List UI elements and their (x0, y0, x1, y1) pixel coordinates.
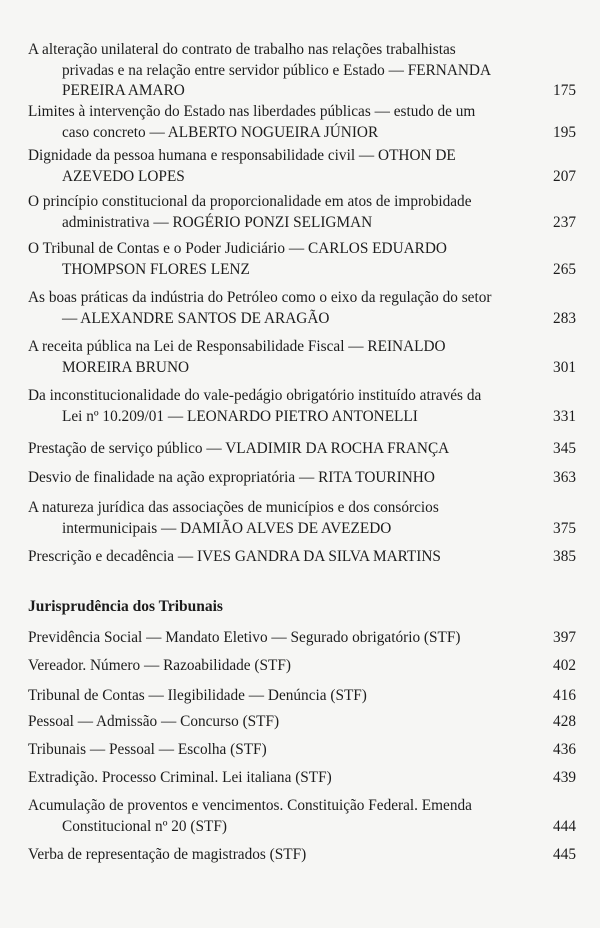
page-number: 237 (553, 213, 576, 231)
toc-entry (28, 740, 576, 761)
entry-title-line: A alteração unilateral do contrato de trabalho nas relações trabalhistas (28, 41, 456, 58)
entry-title-line: Constitucional nº 20 (STF) (62, 817, 227, 835)
page-number: 402 (553, 657, 576, 674)
page-number: 175 (553, 82, 576, 99)
page-number: 445 (553, 846, 576, 863)
entry-title-line: Desvio de finalidade na ação expropriatória — RITA TOURINHO (28, 469, 435, 486)
entry-title-line: A natureza jurídica das associações de municípios e dos consórcios (28, 499, 439, 516)
toc-entry (28, 337, 576, 378)
entry-title-line: O princípio constitucional da proporcionalidade em atos de improbidade (28, 193, 472, 210)
section-heading: Jurisprudência dos Tribunais (28, 598, 223, 615)
entry-title-line: intermunicipais — DAMIÃO ALVES DE AVEZEDO (62, 519, 392, 537)
toc-entry (28, 547, 576, 568)
page-number: 195 (553, 123, 576, 141)
toc-entry (28, 845, 576, 866)
entry-title-line: As boas práticas da indústria do Petróleo como o eixo da regulação do setor (28, 289, 492, 306)
page-number: 283 (553, 309, 576, 327)
entry-title-line: Extradição. Processo Criminal. Lei italiana (STF) (28, 769, 332, 786)
page-number: 345 (553, 440, 576, 457)
entry-title-line: THOMPSON FLORES LENZ (62, 260, 250, 278)
page-number: 428 (553, 713, 576, 730)
toc-entry (28, 796, 576, 837)
toc-entry (28, 686, 576, 707)
page-number: 385 (553, 548, 576, 565)
page-number: 439 (553, 769, 576, 786)
entry-title-line: O Tribunal de Contas e o Poder Judiciário — CARLOS EDUARDO (28, 240, 447, 257)
entry-title-line: administrativa — ROGÉRIO PONZI SELIGMAN (62, 213, 373, 231)
toc-entry (28, 386, 576, 427)
entry-title-line: A receita pública na Lei de Responsabilidade Fiscal — REINALDO (28, 338, 446, 355)
entry-title-line: Prescrição e decadência — IVES GANDRA DA SILVA MARTINS (28, 548, 441, 565)
toc-entry (28, 192, 576, 233)
page-number: 301 (553, 358, 576, 376)
toc-entry (28, 498, 576, 539)
page-number: 265 (553, 260, 576, 278)
toc-entry (28, 768, 576, 789)
entry-title-line: Acumulação de proventos e vencimentos. Constituição Federal. Emenda (28, 797, 472, 814)
entry-title-line: Da inconstitucionalidade do vale-pedágio obrigatório instituído através da (28, 387, 482, 404)
toc-entry (28, 239, 576, 280)
toc-entry (28, 656, 576, 677)
toc-entry (28, 288, 576, 329)
page-number: 416 (553, 687, 576, 704)
page-number: 375 (553, 519, 576, 537)
entry-title-line: caso concreto — ALBERTO NOGUEIRA JÚNIOR (62, 123, 379, 141)
entry-title-line: Lei nº 10.209/01 — LEONARDO PIETRO ANTONELLI (62, 407, 418, 425)
toc-entry (28, 146, 576, 187)
entry-title-line: Prestação de serviço público — VLADIMIR DA ROCHA FRANÇA (28, 440, 450, 457)
page-number: 363 (553, 469, 576, 486)
entry-title-line: privadas e na relação entre servidor público e Estado — FERNANDA (62, 61, 492, 79)
entry-title-line: Previdência Social — Mandato Eletivo — Segurado obrigatório (STF) (28, 629, 461, 646)
toc-entry (28, 439, 576, 460)
entry-title-line: Tribunal de Contas — Ilegibilidade — Denúncia (STF) (28, 687, 367, 704)
toc-entry (28, 40, 576, 102)
entry-title-line: Verba de representação de magistrados (STF) (28, 846, 307, 863)
entry-title-line: Dignidade da pessoa humana e responsabilidade civil — OTHON DE (28, 147, 456, 164)
page-number: 397 (553, 629, 576, 646)
entry-title-line: Limites à intervenção do Estado nas liberdades públicas — estudo de um (28, 103, 476, 120)
entry-title-line: MOREIRA BRUNO (62, 358, 190, 376)
page-number: 331 (553, 407, 576, 425)
entry-title-line: — ALEXANDRE SANTOS DE ARAGÃO (62, 309, 330, 327)
page-number: 436 (553, 741, 576, 758)
toc-entry (28, 102, 576, 143)
entry-title-line: PEREIRA AMARO (62, 82, 185, 99)
page-number: 207 (553, 167, 576, 185)
page-number: 444 (553, 817, 576, 835)
toc-entry (28, 468, 576, 489)
toc-entry (28, 628, 576, 649)
entry-title-line: Pessoal — Admissão — Concurso (STF) (28, 713, 280, 730)
toc-entry (28, 712, 576, 733)
entry-title-line: AZEVEDO LOPES (62, 167, 185, 185)
entry-title-line: Vereador. Número — Razoabilidade (STF) (28, 657, 291, 674)
entry-title-line: Tribunais — Pessoal — Escolha (STF) (28, 741, 267, 758)
